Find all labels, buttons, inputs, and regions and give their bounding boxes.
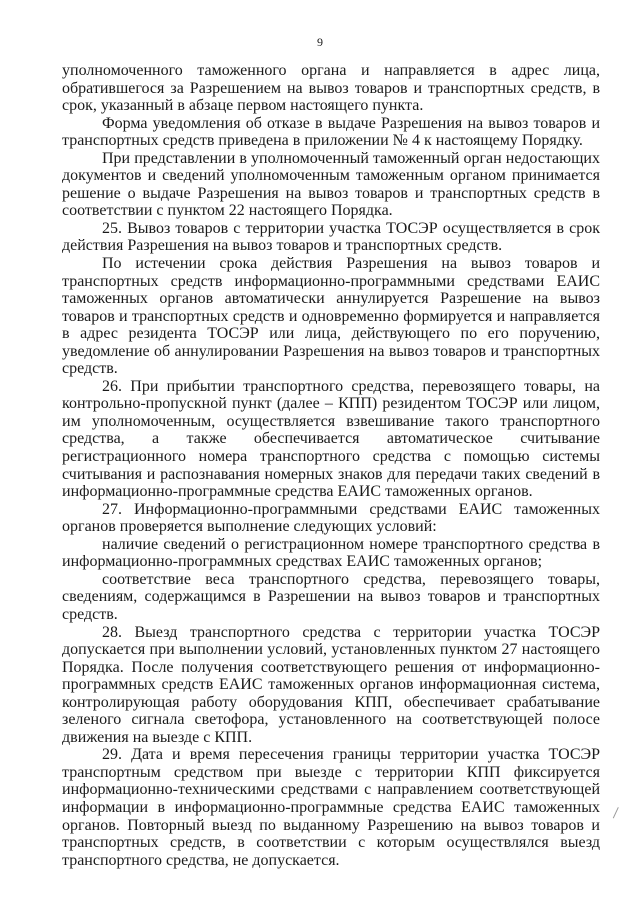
paragraph-permit-annulment: По истечении срока действия Разрешения на вывоз товаров и транспортных средств информационно-программными средствами ЕАИС таможенных органов автоматически аннулируется Разрешение на вывоз товаров и транспортных средств и одновременно формируется и направляется в адрес резидента ТОСЭР или лица, действующего по его поручению, уведомление об аннулировании Разрешения на вывоз товаров и транспортных средств.	[62, 255, 600, 378]
page-number: 9	[317, 35, 323, 49]
paragraph-condition-weight: соответствие веса транспортного средства, перевозящего товары, сведениям, содержащимся в Разрешении на вывоз товаров и транспортных средств.	[62, 570, 600, 623]
paragraph-item-27: 27. Информационно-программными средствами ЕАИС таможенных органов проверяется выполнение следующих условий:	[62, 500, 600, 536]
paragraph-condition-registration: наличие сведений о регистрационном номере транспортного средства в информационно-программных средствах ЕАИС таможенных органов;	[62, 535, 600, 571]
paragraph-item-26: 26. При прибытии транспортного средства, перевозящего товары, на контрольно-пропускной пункт (далее – КПП) резидентом ТОСЭР или лицом, им уполномоченным, осуществляется взвешивание такого транспортного средства, а также обеспечивается автоматическое считывание регистрационного номера транспортного средства с помощью системы считывания и распознавания номерных знаков для передачи таких сведений в информационно-программные средства ЕАИС таможенных органов.	[62, 377, 600, 501]
paragraph-refusal-form: Форма уведомления об отказе в выдаче Разрешения на вывоз товаров и транспортных средств приведена в приложении № 4 к настоящему Порядку.	[62, 114, 600, 150]
paragraph-item-29: 29. Дата и время пересечения границы территории участка ТОСЭР транспортным средством при выезде с территории КПП фиксируется информационно-техническими средствами с направлением соответствующей информации в информационно-программные средства ЕАИС таможенных органов. Повторный выезд по выданному Разрешению на вывоз товаров и транспортных средств, в соответствии с которым осуществлялся выезд транспортного средства, не допускается.	[62, 746, 600, 869]
paragraph-item-25: 25. Вывоз товаров с территории участка ТОСЭР осуществляется в срок действия Разрешения на вывоз товаров и транспортных средств.	[62, 219, 600, 255]
paragraph-continuation: уполномоченного таможенного органа и направляется в адрес лица, обратившегося за Разрешением на вывоз товаров и транспортных средств, в срок, указанный в абзаце первом настоящего пункта.	[62, 62, 600, 115]
paragraph-item-28: 28. Выезд транспортного средства с территории участка ТОСЭР допускается при выполнении условий, установленных пунктом 27 настоящего Порядка. После получения соответствующего решения от информационно-программных средств ЕАИС таможенных органов информационная система, контролирующая работу оборудования КПП, обеспечивает срабатывание зеленого сигнала светофора, установленного на соответствующей полосе движения на выезде с КПП.	[62, 623, 600, 746]
paragraph-missing-documents: При представлении в уполномоченный таможенный орган недостающих документов и сведений уполномоченным таможенным органом принимается решение о выдаче Разрешения на вывоз товаров и транспортных средств в соответствии с пунктом 22 настоящего Порядка.	[62, 149, 600, 220]
scan-artifact-mark	[613, 807, 624, 821]
document-body	[62, 62, 600, 869]
